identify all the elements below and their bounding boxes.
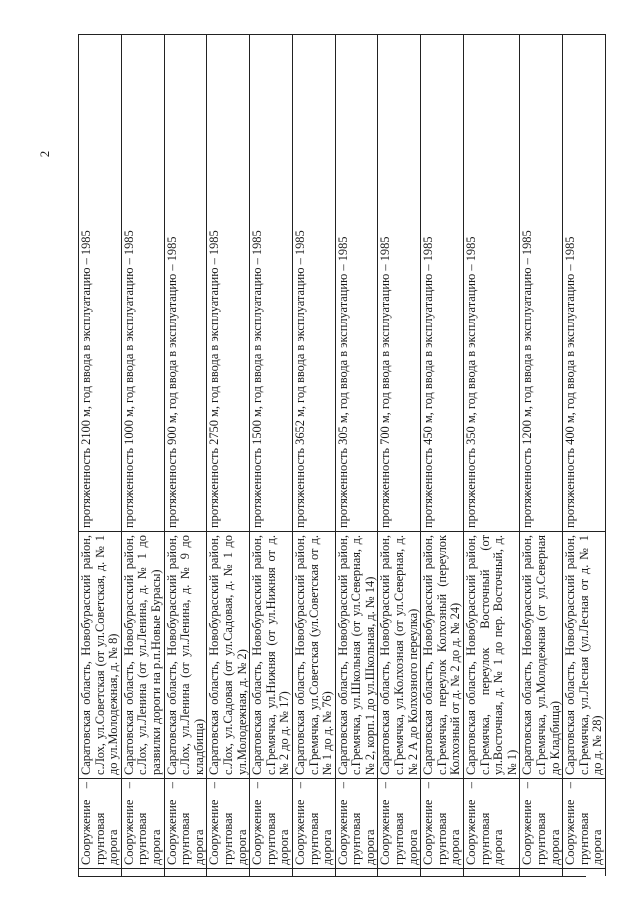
- row-number-cell: [563, 868, 605, 876]
- location-cell: Саратовская область, Новобурасский район, с.Гремячка, ул.Школьная (от ул.Северная, д. № 2, корп.1 до ул.Школьная, д. № 14): [336, 531, 378, 778]
- row-number-cell: [79, 868, 121, 876]
- characteristics-cell: протяженность 1200 м, год ввода в эксплуатацию – 1985: [520, 34, 562, 531]
- table-row: [122, 34, 165, 876]
- row-number-cell: [207, 868, 249, 876]
- location-cell: Саратовская область, Новобурасский район, с.Гремячка, переулок Колхозный (переулок Колхозный от д. № 2 до д. № 24): [421, 531, 463, 778]
- location-cell: Саратовская область, Новобурасский район, с.Лох, ул.Ленина (от ул.Ленина, д. № 1 до развилки дороги на р.п.Новые Бурасы): [122, 531, 164, 778]
- page-number: 2: [37, 150, 52, 158]
- characteristics-cell: протяженность 305 м, год ввода в эксплуатацию – 1985: [336, 34, 378, 531]
- object-type-cell: Сооружение – грунтовая дорога: [464, 778, 519, 868]
- characteristics-cell: протяженность 700 м, год ввода в эксплуатацию – 1985: [378, 34, 420, 531]
- characteristics-cell: протяженность 2100 м, год ввода в эксплуатацию – 1985: [79, 34, 121, 531]
- characteristics-cell: протяженность 1000 м, год ввода в эксплуатацию – 1985: [122, 34, 164, 531]
- location-cell: Саратовская область, Новобурасский район, с.Гремячка, ул.Нижняя (от ул.Нижняя от д. № 2 до д. № 17): [250, 531, 292, 778]
- object-type-cell: Сооружение – грунтовая дорога: [79, 778, 121, 868]
- location-cell: Саратовская область, Новобурасский район, с.Лох, ул.Садовая (от ул.Садовая, д. № 1 до ул.Молодежная, д. № 2): [207, 531, 249, 778]
- table-row: [207, 34, 250, 876]
- row-number-cell: [520, 868, 562, 876]
- document-table-frame: [78, 34, 605, 877]
- object-type-cell: Сооружение – грунтовая дорога: [250, 778, 292, 868]
- row-number-cell: [378, 868, 420, 876]
- object-type-cell: Сооружение – грунтовая дорога: [378, 778, 420, 868]
- characteristics-cell: протяженность 3652 м, год ввода в эксплуатацию – 1985: [293, 34, 335, 531]
- object-type-cell: Сооружение – грунтовая дорога: [520, 778, 562, 868]
- location-cell: Саратовская область, Новобурасский район, с.Лох, ул.Советская (от ул.Советская, д. № 1 до ул.Молодежная, д. № 8): [79, 531, 121, 778]
- characteristics-cell: протяженность 350 м, год ввода в эксплуатацию – 1985: [464, 34, 519, 531]
- table-row: [421, 34, 464, 876]
- object-type-cell: Сооружение – грунтовая дорога: [165, 778, 207, 868]
- location-cell: Саратовская область, Новобурасский район, с.Гремячка, ул.Советская (ул.Советская от д. № 1 до д. № 76): [293, 531, 335, 778]
- row-number-cell: [421, 868, 463, 876]
- table-row: [79, 34, 122, 876]
- table-row: [464, 34, 520, 876]
- location-cell: Саратовская область, Новобурасский район, с.Гремячка, ул.Молодежная (от ул.Северная до Кладбища): [520, 531, 562, 778]
- row-number-cell: [464, 868, 519, 876]
- row-number-cell: [165, 868, 207, 876]
- table-row: [165, 34, 208, 876]
- table-row: [336, 34, 379, 876]
- row-number-cell: [122, 868, 164, 876]
- location-cell: Саратовская область, Новобурасский район, с.Гремячка, ул.Лесная (ул.Лесная от д. № 1 до д. № 28): [563, 531, 605, 778]
- location-cell: Саратовская область, Новобурасский район, с.Гремячка, ул.Колхозная (от ул.Северная, д. № 2 А до Колхозного переулка): [378, 531, 420, 778]
- roads-table: [78, 34, 605, 877]
- characteristics-cell: протяженность 2750 м, год ввода в эксплуатацию – 1985: [207, 34, 249, 531]
- characteristics-cell: протяженность 900 м, год ввода в эксплуатацию – 1985: [165, 34, 207, 531]
- table-row: [520, 34, 563, 876]
- object-type-cell: Сооружение – грунтовая дорога: [207, 778, 249, 868]
- row-number-cell: [336, 868, 378, 876]
- characteristics-cell: протяженность 1500 м, год ввода в эксплуатацию – 1985: [250, 34, 292, 531]
- table-row: [378, 34, 421, 876]
- table-row: [563, 34, 606, 876]
- characteristics-cell: протяженность 450 м, год ввода в эксплуатацию – 1985: [421, 34, 463, 531]
- location-cell: Саратовская область, Новобурасский район, с.Гремячка, переулок Восточный (от ул.Восточная, д. № 1 до пер. Восточный, д. № 1): [464, 531, 519, 778]
- object-type-cell: Сооружение – грунтовая дорога: [122, 778, 164, 868]
- table-row: [250, 34, 293, 876]
- location-cell: Саратовская область, Новобурасский район, с.Лох, ул.Ленина (от ул.Ленина, д. № 9 до кладбища): [165, 531, 207, 778]
- row-number-cell: [250, 868, 292, 876]
- object-type-cell: Сооружение – грунтовая дорога: [293, 778, 335, 868]
- object-type-cell: Сооружение – грунтовая дорога: [563, 778, 605, 868]
- object-type-cell: Сооружение – грунтовая дорога: [421, 778, 463, 868]
- object-type-cell: Сооружение – грунтовая дорога: [336, 778, 378, 868]
- table-row: [293, 34, 336, 876]
- characteristics-cell: протяженность 400 м, год ввода в эксплуатацию – 1985: [563, 34, 605, 531]
- row-number-cell: [293, 868, 335, 876]
